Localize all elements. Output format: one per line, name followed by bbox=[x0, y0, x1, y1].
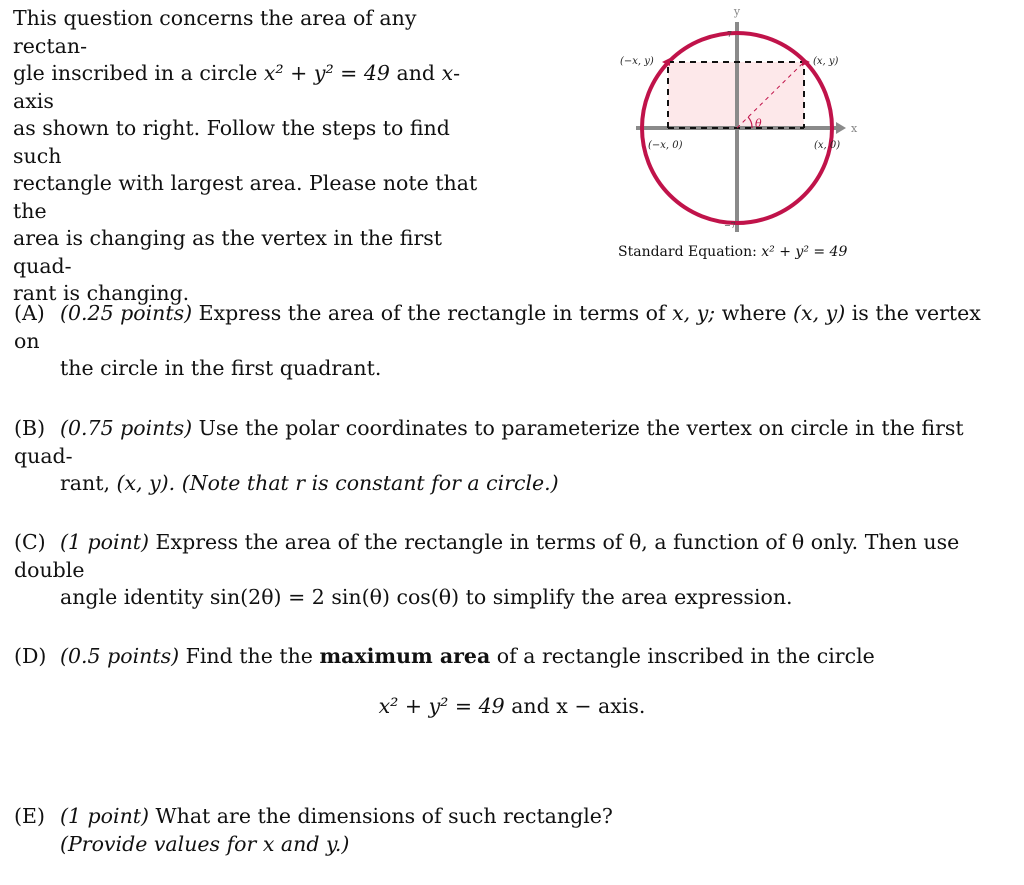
part-d-points: (0.5 points) bbox=[60, 644, 180, 668]
part-e-points: (1 point) bbox=[60, 804, 150, 828]
intro-line-5: area is changing as the vertex in the first quad- bbox=[13, 226, 443, 278]
circle-diagram bbox=[600, 0, 880, 280]
part-b-line-2 bbox=[14, 470, 1004, 498]
part-d bbox=[14, 643, 1004, 671]
label-top-right: (x, y) bbox=[813, 56, 839, 67]
part-d-bold: maximum area bbox=[319, 644, 491, 668]
part-e-label: (E) bbox=[14, 804, 45, 828]
part-e-text-1: What are the dimensions of such rectangle? bbox=[149, 804, 613, 828]
part-c-points: (1 point) bbox=[60, 530, 150, 554]
part-b-points: (0.75 points) bbox=[60, 416, 193, 440]
intro-line-2-pre: gle inscribed in a circle bbox=[13, 61, 264, 85]
intro-line-4: rectangle with largest area. Please note that the bbox=[13, 171, 478, 223]
label-bottom-right: (x, 0) bbox=[814, 140, 841, 151]
part-a-line-2: the circle in the first quadrant. bbox=[60, 356, 382, 380]
x-axis-label: x bbox=[851, 122, 858, 135]
part-a-label: (A) bbox=[14, 301, 45, 325]
part-b-line-2-pre: rant, bbox=[60, 471, 117, 495]
part-e-line-2: (Provide values for x and y.) bbox=[60, 831, 350, 856]
y-axis-label: y bbox=[733, 5, 741, 18]
part-b-label: (B) bbox=[14, 416, 46, 440]
x-axis-arrow bbox=[836, 122, 846, 134]
intro-equation: x² + y² = 49 bbox=[263, 61, 390, 85]
part-d-equation bbox=[0, 694, 1024, 718]
part-d-label: (D) bbox=[14, 644, 47, 668]
part-a-text-2: where bbox=[715, 301, 794, 325]
part-b-vertex: (x, y). bbox=[116, 471, 176, 495]
label-top-left: (−x, y) bbox=[620, 56, 654, 67]
intro-axis-var: x bbox=[441, 61, 454, 85]
part-d-eq: x² + y² = 49 bbox=[378, 694, 505, 718]
part-b bbox=[14, 415, 1004, 498]
part-a-vars: x, y; bbox=[672, 301, 716, 325]
part-d-text-1: Find the the bbox=[179, 644, 320, 668]
part-c-line-2: angle identity sin(2θ) = 2 sin(θ) cos(θ) to simplify the area expression. bbox=[60, 585, 793, 609]
angle-label: θ bbox=[755, 117, 762, 130]
part-c-label: (C) bbox=[14, 530, 46, 554]
intro-line-6: rant is changing. bbox=[13, 281, 190, 305]
caption-equation: x² + y² = 49 bbox=[761, 244, 848, 260]
intro-paragraph bbox=[13, 5, 493, 308]
label-bottom-left: (−x, 0) bbox=[648, 140, 683, 151]
tick-bottom-label: −7 bbox=[724, 221, 736, 230]
part-a bbox=[14, 300, 1004, 383]
diagram-caption bbox=[618, 244, 847, 260]
part-b-note: (Note that r is constant for a circle.) bbox=[181, 471, 559, 495]
part-d-eq-post: and x − axis. bbox=[504, 694, 646, 718]
part-d-text-2: of a rectangle inscribed in the circle bbox=[490, 644, 875, 668]
part-a-vertex: (x, y) bbox=[793, 301, 846, 325]
part-e bbox=[14, 803, 1004, 858]
intro-line-2-mid: and bbox=[389, 61, 442, 85]
part-c-text-1: Express the area of the rectangle in terms of θ, a function of θ only. Then use double bbox=[14, 530, 960, 582]
part-b-text-1: Use the polar coordinates to parameterize the vertex on circle in the first quad- bbox=[14, 416, 964, 468]
caption-prefix: Standard Equation: bbox=[618, 244, 762, 260]
intro-line-1: This question concerns the area of any rectan- bbox=[13, 6, 417, 58]
part-a-points: (0.25 points) bbox=[60, 301, 193, 325]
intro-line-3: as shown to right. Follow the steps to find such bbox=[13, 116, 450, 168]
part-a-text-3: is the vertex on bbox=[14, 301, 981, 353]
intro-line-2-post: -axis bbox=[13, 61, 461, 113]
tick-top-label: 7 bbox=[727, 30, 733, 39]
part-a-text-1: Express the area of the rectangle in terms of bbox=[192, 301, 673, 325]
part-c bbox=[14, 529, 1004, 612]
